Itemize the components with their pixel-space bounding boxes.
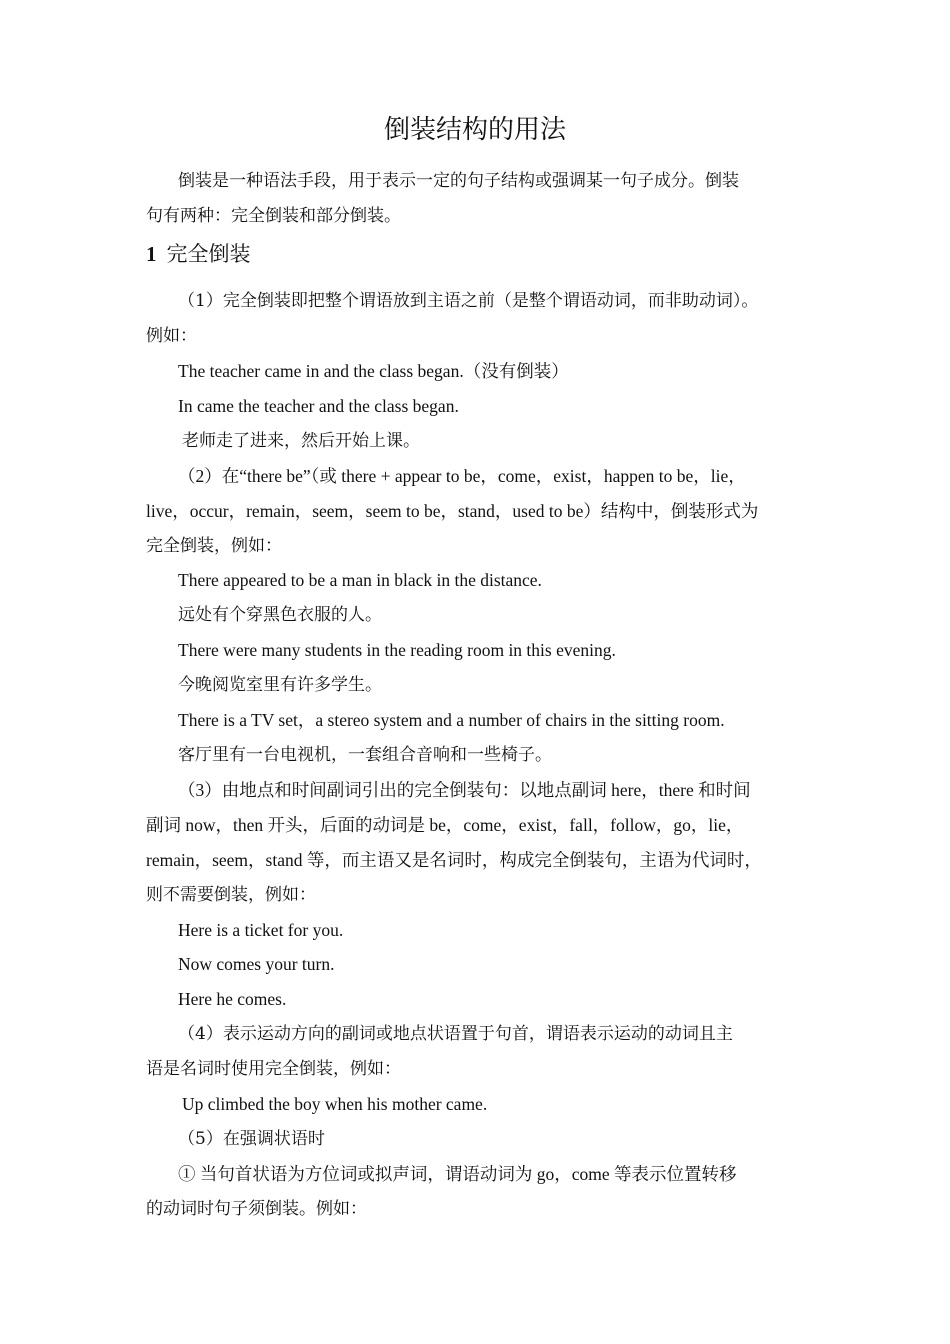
p2-example-3-translation: 客厅里有一台电视机，一套组合音响和一些椅子。 (178, 745, 552, 765)
section-heading (146, 238, 251, 270)
intro-line-2: 句有两种：完全倒装和部分倒装。 (146, 206, 401, 226)
page-title: 倒装结构的用法 (383, 115, 566, 145)
p2-example-1: There appeared to be a man in black in the distance. (178, 570, 542, 590)
p5-sub1-line-2: 的动词时句子须倒装。例如： (146, 1199, 367, 1219)
p3-example-3: Here he comes. (178, 989, 287, 1009)
p3-line-2: 副词 now，then 开头，后面的动词是 be，come，exist，fall，follow，go，lie， (146, 815, 744, 835)
p1-example-2: In came the teacher and the class began. (178, 396, 459, 416)
p2-line-3: 完全倒装，例如： (146, 536, 282, 556)
p1-line-2: 例如： (146, 326, 197, 346)
p2-line-1: （2）在“there be”（或 there + appear to be，come，exist，happen to be，lie， (178, 466, 746, 486)
p5-sub1-line-1: ① 当句首状语为方位词或拟声词，谓语动词为 go，come 等表示位置转移 (178, 1164, 737, 1184)
p3-line-4: 则不需要倒装，例如： (146, 885, 316, 905)
p5-line-1: （5）在强调状语时 (178, 1129, 325, 1149)
p1-example-1: The teacher came in and the class began.（没有倒装） (178, 361, 569, 381)
p2-example-2: There were many students in the reading room in this evening. (178, 640, 616, 660)
p3-line-1: （3）由地点和时间副词引出的完全倒装句：以地点副词 here，there 和时间 (178, 780, 751, 800)
p3-example-1: Here is a ticket for you. (178, 920, 344, 940)
p1-example-2-translation: 老师走了进来，然后开始上课。 (182, 431, 420, 451)
p2-line-2: live，occur，remain，seem，seem to be，stand，used to be）结构中，倒装形式为 (146, 501, 759, 521)
section-number: 1 (146, 242, 157, 266)
intro-line-1: 倒装是一种语法手段，用于表示一定的句子结构或强调某一句子成分。倒装 (178, 171, 739, 191)
p2-example-3: There is a TV set，a stereo system and a number of chairs in the sitting room. (178, 710, 725, 730)
p4-line-1: （4）表示运动方向的副词或地点状语置于句首，谓语表示运动的动词且主 (178, 1024, 733, 1044)
p4-example-1: Up climbed the boy when his mother came. (182, 1094, 488, 1114)
p4-line-2: 语是名词时使用完全倒装，例如： (146, 1059, 401, 1079)
p1-line-1: （1）完全倒装即把整个谓语放到主语之前（是整个谓语动词，而非助动词）。 (178, 291, 759, 311)
p2-example-2-translation: 今晚阅览室里有许多学生。 (178, 675, 382, 695)
p2-example-1-translation: 远处有个穿黑色衣服的人。 (178, 605, 382, 625)
p3-example-2: Now comes your turn. (178, 954, 335, 974)
section-title: 完全倒装 (166, 242, 251, 266)
p3-line-3: remain，seem，stand 等，而主语又是名词时，构成完全倒装句，主语为代词时， (146, 850, 762, 870)
